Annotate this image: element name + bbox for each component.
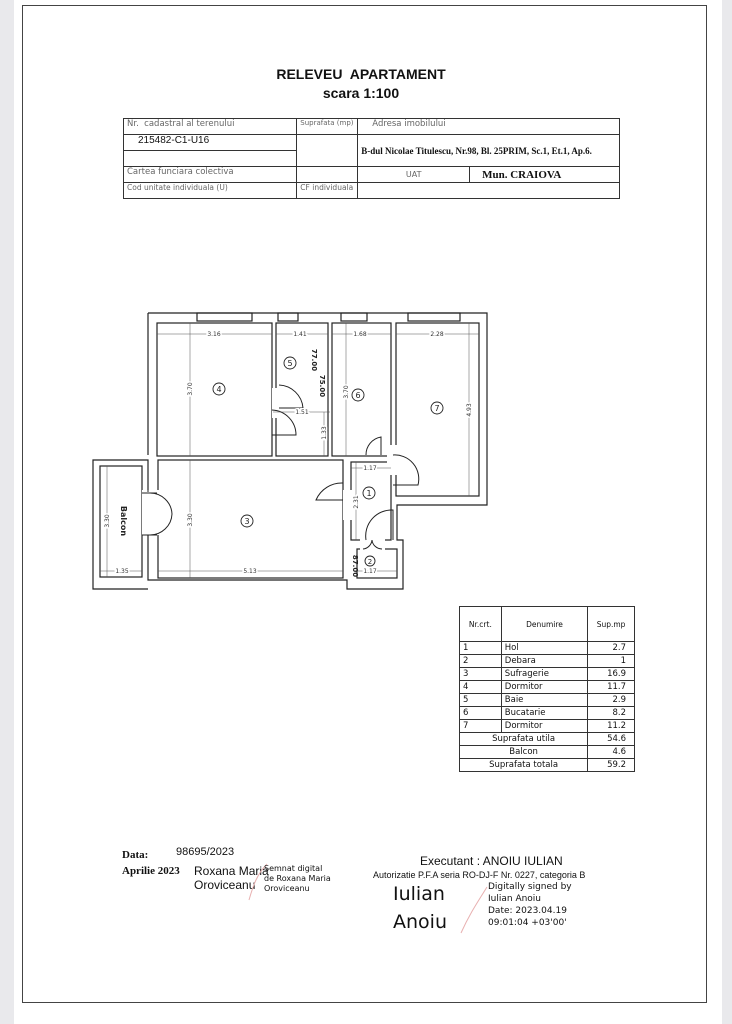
cell-nr: 2 <box>460 655 502 668</box>
registration-number: 98695/2023 <box>176 846 235 858</box>
cell-nr: 5 <box>460 694 502 707</box>
room-label-7: 7 <box>434 404 440 413</box>
total-label: Suprafata utila <box>460 733 588 746</box>
dim-balcony-height: 3.30 <box>104 514 111 528</box>
dim-r4-width: 3.16 <box>207 331 221 338</box>
table-row <box>460 707 635 720</box>
signer2-name-line1: Iulian <box>393 883 445 905</box>
dim-r7-width: 2.28 <box>430 331 444 338</box>
signer2-note-line2: Iulian Anoiu <box>488 894 542 904</box>
signer2-note-line4: 09:01:04 +03'00' <box>488 918 567 928</box>
cell-area: 2.9 <box>588 694 635 707</box>
dim-balcony-width: 1.35 <box>115 568 129 575</box>
cell-area: 11.7 <box>588 681 635 694</box>
room-label-6: 6 <box>355 391 361 400</box>
dim-r5-width: 1.41 <box>293 331 307 338</box>
signer2-note <box>488 881 572 929</box>
total-value: 54.6 <box>588 733 635 746</box>
total-row <box>460 759 635 772</box>
cell-area: 11.2 <box>588 720 635 733</box>
signer1-note-line1: Semnat digital <box>264 864 323 873</box>
cell-name: Sufragerie <box>501 668 587 681</box>
total-row <box>460 733 635 746</box>
uat-value: Mun. CRAIOVA <box>470 167 620 183</box>
table-row <box>460 642 635 655</box>
signer1-note-line2: de Roxana Maria <box>264 874 331 883</box>
rooms-area-table <box>459 606 635 772</box>
table-row <box>460 668 635 681</box>
signer2-name <box>393 880 447 936</box>
area-label: Suprafata (mp) <box>297 119 358 135</box>
header-name: Denumire <box>501 607 587 642</box>
cadastral-label: Nr. cadastral al terenului <box>124 119 297 135</box>
signer1-name-line1: Roxana Maria <box>194 864 269 878</box>
dim-r2-height: 87.00 <box>351 554 359 578</box>
table-row <box>460 694 635 707</box>
total-row <box>460 746 635 759</box>
cell-name: Hol <box>501 642 587 655</box>
cell-name: Debara <box>501 655 587 668</box>
cf-label: CF individuala <box>297 183 358 199</box>
header-area: Sup.mp <box>588 607 635 642</box>
dim-r7-height: 4.93 <box>466 403 473 417</box>
room-label-3: 3 <box>244 517 250 526</box>
cell-nr: 3 <box>460 668 502 681</box>
signer2-note-line1: Digitally signed by <box>488 882 572 892</box>
dim-r6-lower: 1.33 <box>321 426 328 440</box>
document-scale: scara 1:100 <box>322 85 400 101</box>
cell-area: 16.9 <box>588 668 635 681</box>
unit-code-label: Cod unitate individuala (U) <box>124 183 297 199</box>
cell-area: 8.2 <box>588 707 635 720</box>
cell-name: Dormitor <box>501 681 587 694</box>
cell-name: Dormitor <box>501 720 587 733</box>
cell-nr: 7 <box>460 720 502 733</box>
room-label-2: 2 <box>367 558 373 566</box>
table-row <box>460 720 635 733</box>
total-label: Balcon <box>460 746 588 759</box>
dim-r6-height: 3.70 <box>343 385 350 399</box>
signer1-note-line3: Oroviceanu <box>264 884 310 893</box>
dim-r5-door: 1.51 <box>295 409 309 416</box>
table-row <box>460 655 635 668</box>
authorization: Autorizatie P.F.A seria RO-DJ-F Nr. 0227, categoria B <box>373 870 586 880</box>
balcony-label: Balcon <box>119 505 128 537</box>
total-value: 4.6 <box>588 746 635 759</box>
dim-r6-width: 1.68 <box>353 331 367 338</box>
dim-r5-h2: 75.00 <box>318 374 326 398</box>
dim-r3-width: 5.13 <box>243 568 257 575</box>
cadastral-value: 215482-C1-U16 <box>124 135 297 151</box>
address-value: B-dul Nicolae Titulescu, Nr.98, Bl. 25PRIM, Sc.1, Et.1, Ap.6. <box>358 135 620 167</box>
signer2-note-line3: Date: 2023.04.19 <box>488 906 567 916</box>
header-nr: Nr.crt. <box>460 607 502 642</box>
cell-name: Baie <box>501 694 587 707</box>
dim-r1-width: 1.17 <box>363 465 377 472</box>
executant: Executant : ANOIU IULIAN <box>420 854 563 868</box>
room-label-1: 1 <box>366 489 372 498</box>
signer2-name-line2: Anoiu <box>393 911 447 933</box>
cell-area: 2.7 <box>588 642 635 655</box>
uat-label: UAT <box>358 167 470 183</box>
total-value: 59.2 <box>588 759 635 772</box>
dim-r5-h1: 77.00 <box>310 348 318 372</box>
signer1-note <box>264 864 331 894</box>
signer1-name-line2: Oroviceanu <box>194 878 256 892</box>
date-value: Aprilie 2023 <box>122 865 180 877</box>
date-label: Data: <box>122 849 149 861</box>
dim-r2-width: 1.17 <box>363 568 377 575</box>
cell-nr: 6 <box>460 707 502 720</box>
document-title: RELEVEU APARTAMENT <box>276 66 446 82</box>
total-label: Suprafata totala <box>460 759 588 772</box>
dim-r3-height: 3.30 <box>187 513 194 527</box>
cell-name: Bucatarie <box>501 707 587 720</box>
cell-nr: 4 <box>460 681 502 694</box>
cell-nr: 1 <box>460 642 502 655</box>
room-label-5: 5 <box>287 359 293 368</box>
table-row <box>460 681 635 694</box>
land-book-label: Cartea funciara colectiva <box>124 167 297 183</box>
cell-area: 1 <box>588 655 635 668</box>
room-label-4: 4 <box>216 385 222 394</box>
dim-r1-height: 2.31 <box>353 495 360 509</box>
address-label: Adresa imobilului <box>358 119 620 135</box>
dim-r4-height: 3.70 <box>187 382 194 396</box>
